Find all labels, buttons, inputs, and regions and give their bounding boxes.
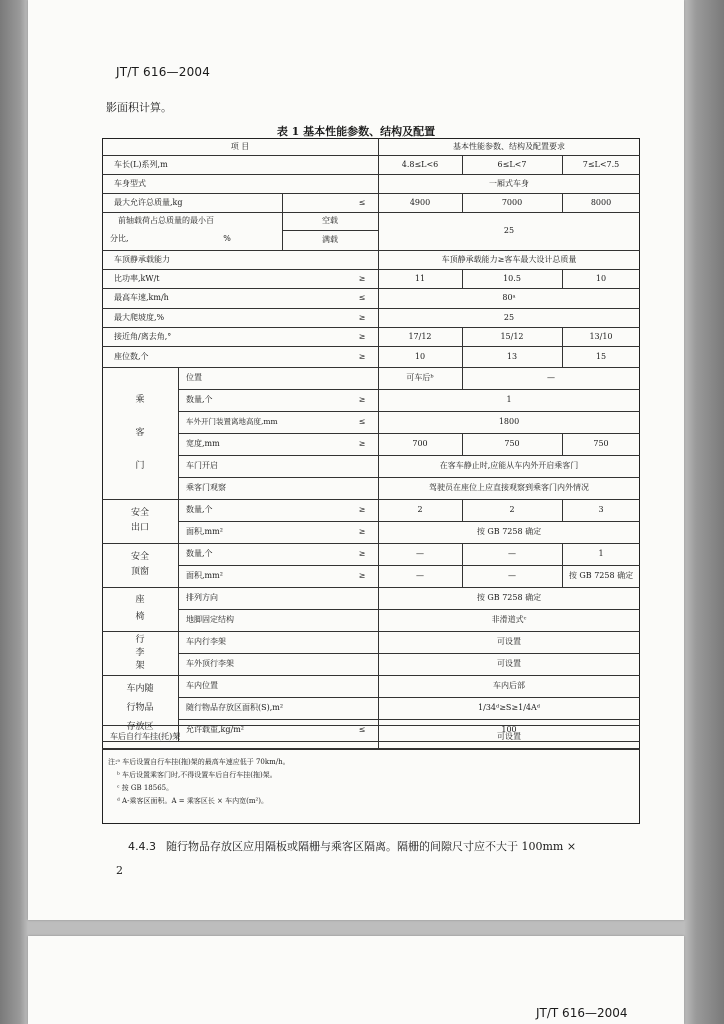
front-axle-unit: % — [223, 234, 231, 243]
roof-hatch-count-label: 数量,个 — [186, 549, 213, 558]
storage-area-value: 1/34ᵈ≥S≥1/4Aᵈ — [478, 703, 540, 712]
rack-group-label: 行 李 架 — [135, 634, 145, 671]
angles-operator: ≥ — [358, 331, 366, 341]
door-count-operator: ≥ — [358, 395, 366, 404]
storage-group-label: 车内随 行物品 存放区 — [126, 683, 154, 732]
bike-rack-row — [102, 725, 640, 749]
seats-v2: 13 — [506, 351, 518, 361]
max-mass-v2: 7000 — [501, 197, 523, 207]
door-observe-label: 乘客门观察 — [186, 483, 226, 492]
rack-inner-value: 可设置 — [497, 637, 521, 646]
page-number: 2 — [116, 864, 123, 877]
door-width-v1: 700 — [412, 439, 428, 448]
max-mass-v3: 8000 — [590, 197, 612, 207]
standard-code-header: JT/T 616—2004 — [116, 65, 211, 79]
row-body-type-label: 车身型式 — [114, 178, 146, 188]
body-type-value: 一厢式车身 — [489, 178, 529, 188]
door-position-v23: — — [547, 373, 555, 382]
row-length-series-label: 车长(L)系列,m — [114, 159, 168, 169]
table-notes — [108, 756, 290, 808]
storage-position-value: 车内后部 — [493, 681, 525, 690]
seats-v3: 15 — [595, 351, 607, 361]
door-count-label: 数量,个 — [186, 395, 213, 404]
door-group-label: 乘 客 门 — [135, 394, 145, 471]
roof-hatch-area-v1: — — [416, 571, 424, 580]
door-opening-label: 车门开启 — [186, 461, 218, 470]
roof-hatch-area-label: 面积,mm² — [186, 571, 223, 580]
length-series-v3: 7≤L<7.5 — [582, 159, 620, 169]
power-ratio-operator: ≥ — [358, 273, 366, 283]
max-speed-operator: ≤ — [358, 293, 366, 302]
exit-count-label: 数量,个 — [186, 505, 213, 514]
max-speed-value: 80ᵃ — [502, 293, 516, 302]
row-seats-label: 座位数,个 — [114, 351, 149, 361]
seat-fixing-label: 地脚固定结构 — [186, 615, 234, 624]
seat-group-label: 座 椅 — [135, 595, 145, 622]
rack-inner-label: 车内行李架 — [186, 637, 226, 646]
head-item: 项 目 — [230, 141, 250, 151]
length-series-v1: 4.8≤L<6 — [401, 159, 439, 169]
roof-hatch-count-v1: — — [416, 549, 424, 558]
rack-outer-value: 可设置 — [497, 659, 521, 668]
power-ratio-v3: 10 — [595, 273, 607, 283]
roof-hatch-area-operator: ≥ — [358, 571, 366, 580]
storage-load-value: 100 — [501, 725, 517, 734]
row-power-ratio-label: 比功率,kW/t — [114, 273, 160, 283]
max-mass-operator: ≤ — [358, 197, 366, 207]
roof-capacity-value: 车顶静承载能力≥客车最大设计总质量 — [441, 254, 577, 264]
roof-hatch-area-v3: 按 GB 7258 确定 — [568, 571, 634, 580]
angles-v1: 17/12 — [408, 331, 432, 341]
exit-count-v3: 3 — [598, 505, 604, 514]
note-a: 注:ᵃ 车后设置自行车挂(拖)架的最高车速应低于 70km/h。 — [108, 758, 290, 766]
head-requirements: 基本性能参数、结构及配置要求 — [453, 141, 565, 151]
door-observe-value: 驾驶员在座位上应直接观察到乘客门内外情况 — [429, 483, 589, 492]
bike-rack-label: 车后自行车挂(托)架 — [110, 732, 181, 741]
power-ratio-v2: 10.5 — [503, 273, 521, 283]
front-axle-full: 满载 — [322, 235, 338, 244]
angles-v2: 15/12 — [500, 331, 524, 341]
storage-area-label: 随行物品存放区面积(S),m² — [186, 703, 284, 712]
note-b: ᵇ 车后设置乘客门时,不得设置车后自行车挂(拖)架。 — [117, 771, 277, 779]
max-mass-v1: 4900 — [409, 197, 431, 207]
exit-area-label: 面积,mm² — [186, 527, 223, 536]
door-outer-height-operator: ≤ — [358, 417, 366, 426]
rack-outer-label: 车外顶行李架 — [186, 659, 234, 668]
seats-v1: 10 — [414, 351, 426, 361]
storage-position-label: 车内位置 — [186, 681, 218, 690]
exit-area-value: 按 GB 7258 确定 — [476, 527, 542, 536]
door-width-v3: 750 — [593, 439, 609, 448]
roof-hatch-count-v2: — — [508, 549, 516, 558]
exit-group-label: 安全 出口 — [130, 508, 149, 533]
row-max-speed-label: 最高车速,km/h — [114, 293, 169, 302]
length-series-v2: 6≤L<7 — [497, 159, 527, 169]
front-axle-value: 25 — [503, 226, 515, 235]
exit-count-operator: ≥ — [358, 505, 366, 514]
roof-hatch-group-label: 安全 顶窗 — [130, 552, 149, 577]
exit-count-v1: 2 — [417, 505, 423, 514]
front-axle-label-line1: 前轴载荷占总质量的最小百 — [118, 216, 214, 225]
section-body: 随行物品存放区应用隔板或隔栅与乘客区隔离。隔栅的间隙尺寸应不大于 100mm × — [166, 840, 577, 853]
seat-arrangement-value: 按 GB 7258 确定 — [476, 593, 542, 602]
row-angles-label: 接近角/离去角,° — [114, 331, 172, 341]
section-4-4-3-text — [128, 838, 576, 854]
door-outer-height-value: 1800 — [498, 417, 520, 426]
angles-v3: 13/10 — [589, 331, 613, 341]
door-position-label: 位置 — [186, 373, 202, 382]
seats-operator: ≥ — [358, 351, 366, 361]
door-width-v2: 750 — [504, 439, 520, 448]
front-axle-empty: 空载 — [322, 216, 338, 225]
document-page-1 — [28, 0, 684, 920]
note-d: ᵈ A-乘客区面积。A = 乘客区长 × 车内宽(m²)。 — [117, 797, 269, 805]
seat-arrangement-label: 排列方向 — [186, 593, 218, 602]
storage-load-operator: ≤ — [358, 725, 366, 734]
power-ratio-v1: 11 — [414, 273, 426, 283]
section-number: 4.4.3 — [128, 840, 156, 853]
standard-code-header-page-2: JT/T 616—2004 — [536, 1006, 628, 1020]
door-position-v1: 可车后ᵇ — [406, 373, 434, 382]
roof-hatch-count-v3: 1 — [598, 549, 604, 558]
note-c: ᶜ 按 GB 18565。 — [117, 784, 174, 792]
document-page-2 — [28, 936, 684, 1024]
row-max-grade-label: 最大爬坡度,% — [114, 312, 165, 322]
seat-fixing-value: 非滑道式ᶜ — [491, 615, 527, 624]
lead-text: 影面积计算。 — [106, 101, 172, 114]
door-opening-value: 在客车静止时,应能从车内外开启乘客门 — [439, 461, 579, 470]
door-width-label: 宽度,mm — [186, 439, 220, 448]
exit-area-operator: ≥ — [358, 527, 366, 536]
door-count-value: 1 — [506, 395, 512, 404]
roof-hatch-count-operator: ≥ — [358, 549, 366, 558]
spec-table — [102, 138, 640, 824]
max-grade-operator: ≥ — [358, 312, 366, 322]
door-width-operator: ≥ — [358, 439, 366, 448]
door-outer-height-label: 车外开门装置离地高度,mm — [186, 417, 278, 426]
row-roof-capacity-label: 车顶静承载能力 — [114, 254, 170, 264]
exit-count-v2: 2 — [509, 505, 515, 514]
bike-rack-value: 可设置 — [497, 732, 521, 741]
table-caption: 表 1 基本性能参数、结构及配置 — [276, 125, 436, 138]
front-axle-label-line2: 分比, — [110, 234, 129, 243]
roof-hatch-area-v2: — — [508, 571, 516, 580]
storage-load-label: 允许载重,kg/m² — [186, 725, 244, 734]
row-max-mass-label: 最大允许总质量,kg — [114, 197, 183, 207]
max-grade-value: 25 — [503, 312, 515, 322]
